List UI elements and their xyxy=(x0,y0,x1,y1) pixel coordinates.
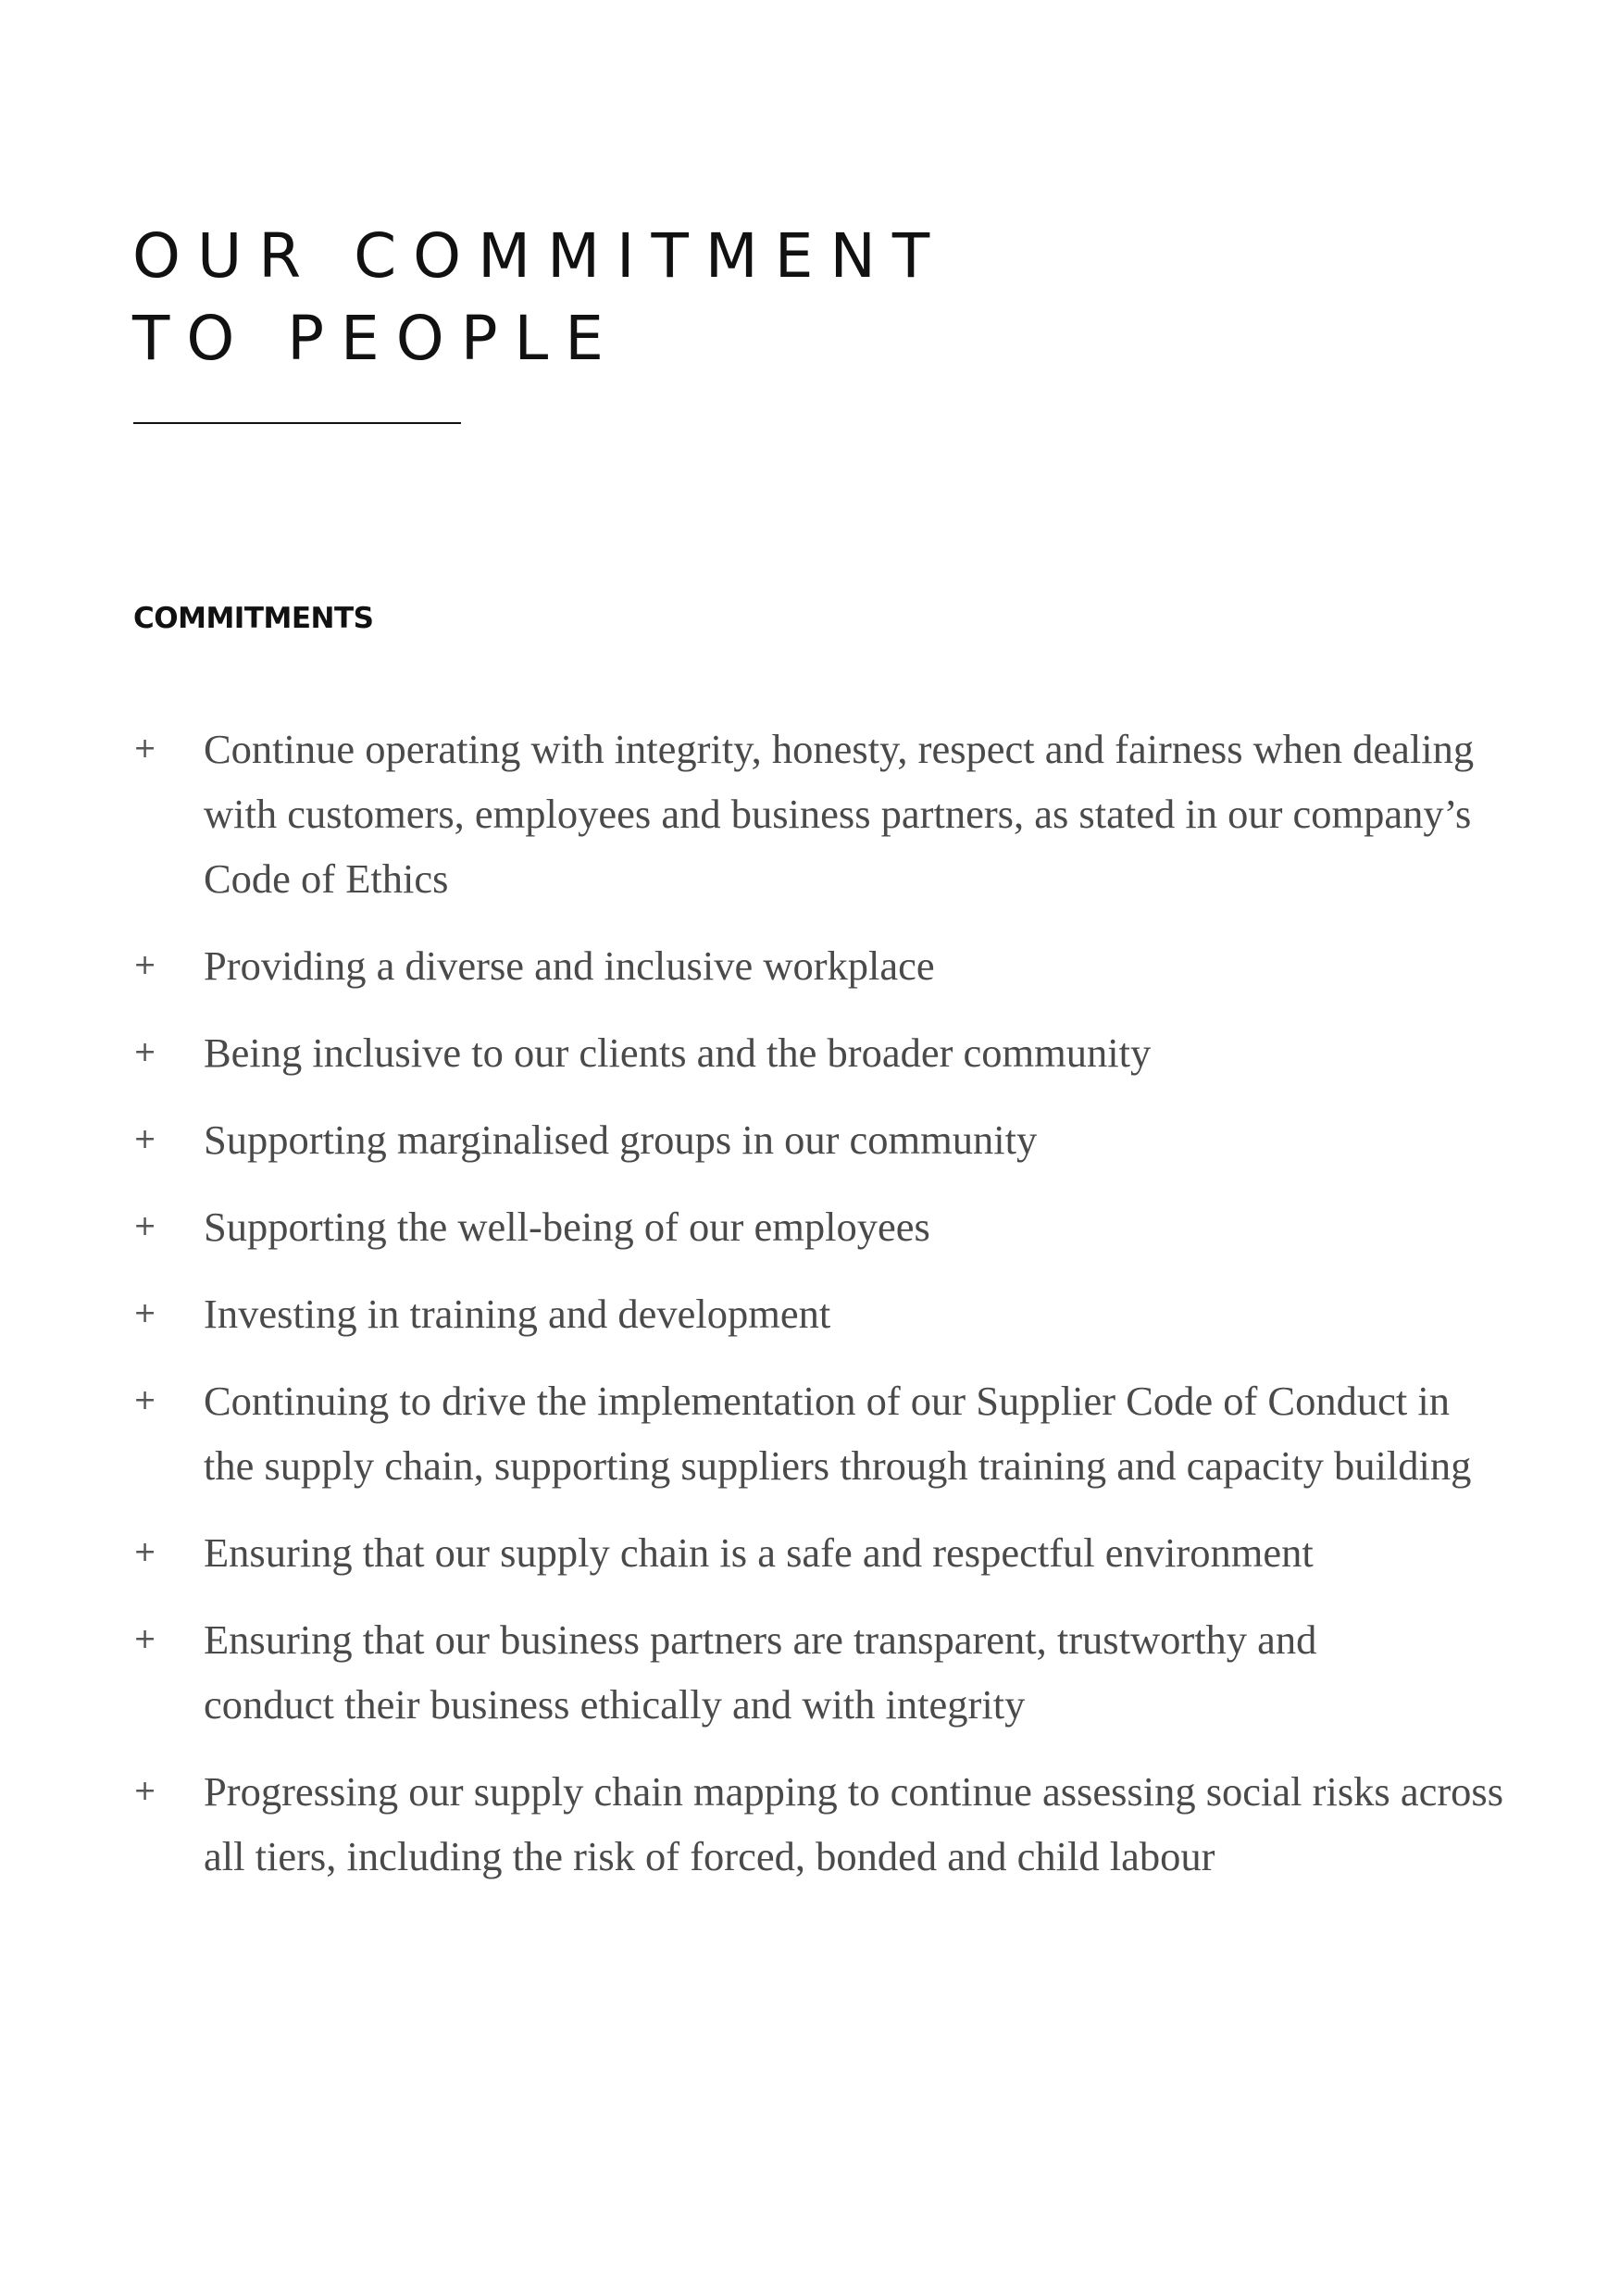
plus-bullet-icon: + xyxy=(133,1384,157,1416)
page-title-line: OUR COMMITMENT xyxy=(132,220,947,292)
plus-bullet-icon: + xyxy=(133,1623,157,1655)
commitment-text-line: Providing a diverse and inclusive workplace xyxy=(204,942,935,989)
plus-bullet-icon: + xyxy=(133,1123,157,1155)
commitment-item xyxy=(133,933,1503,998)
commitment-text-line: Being inclusive to our clients and the broader community xyxy=(204,1029,1152,1076)
plus-bullet-icon: + xyxy=(133,1036,157,1068)
commitment-text-line: Supporting marginalised groups in our community xyxy=(204,1117,1038,1163)
commitment-text-line: the supply chain, supporting suppliers through training and capacity building xyxy=(204,1442,1472,1489)
commitment-text-line: Code of Ethics xyxy=(204,855,449,902)
plus-bullet-icon: + xyxy=(133,1297,157,1329)
commitment-item xyxy=(133,1107,1503,1172)
commitment-text-line: Continue operating with integrity, honesty, respect and fairness when dealing xyxy=(204,726,1475,772)
plus-bullet-icon: + xyxy=(133,949,157,981)
page-title xyxy=(132,215,946,380)
commitment-text-line: conduct their business ethically and with integrity xyxy=(204,1681,1026,1728)
page-title-line: TO PEOPLE xyxy=(132,303,620,374)
commitment-item xyxy=(133,1759,1503,1889)
title-underline-divider xyxy=(133,422,461,424)
commitment-text-line: Continuing to drive the implementation of our Supplier Code of Conduct in xyxy=(204,1378,1450,1424)
commitment-item xyxy=(133,1607,1503,1737)
commitment-item xyxy=(133,1520,1503,1585)
plus-bullet-icon: + xyxy=(133,1536,157,1568)
plus-bullet-icon: + xyxy=(133,1210,157,1242)
commitment-text-line: Supporting the well-being of our employees xyxy=(204,1204,930,1250)
commitment-text-line: all tiers, including the risk of forced, bonded and child labour xyxy=(204,1833,1215,1879)
commitment-text-line: Progressing our supply chain mapping to continue assessing social risks across xyxy=(204,1768,1504,1815)
commitment-text-line: with customers, employees and business partners, as stated in our company’s xyxy=(204,791,1472,837)
commitment-item xyxy=(133,1194,1503,1259)
commitments-list xyxy=(133,717,1503,1911)
commitment-item xyxy=(133,1368,1503,1498)
commitment-text-line: Ensuring that our business partners are transparent, trustworthy and xyxy=(204,1616,1317,1663)
commitment-text-line: Investing in training and development xyxy=(204,1291,831,1337)
commitment-text-line: Ensuring that our supply chain is a safe and respectful environment xyxy=(204,1529,1314,1576)
commitment-item xyxy=(133,717,1503,911)
section-heading-commitments: COMMITMENTS xyxy=(133,602,374,635)
plus-bullet-icon: + xyxy=(133,732,157,765)
commitment-item xyxy=(133,1281,1503,1346)
commitment-item xyxy=(133,1020,1503,1085)
plus-bullet-icon: + xyxy=(133,1775,157,1807)
